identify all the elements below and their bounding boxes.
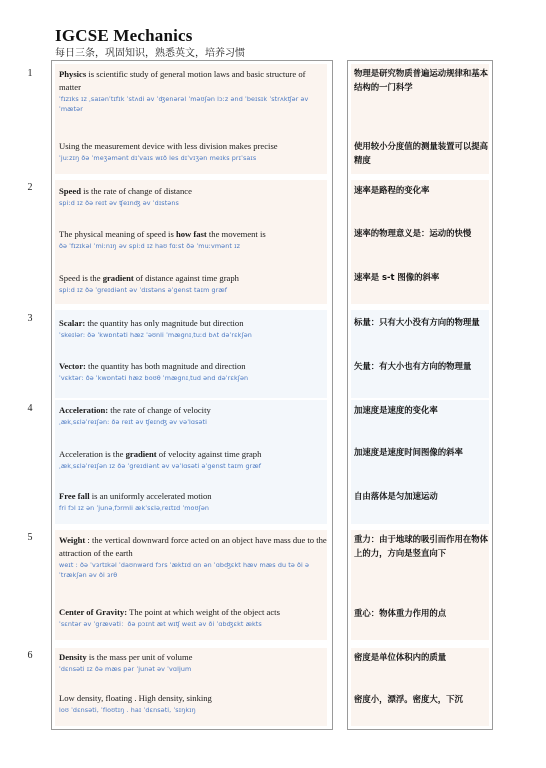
key-term: Density [59,652,87,662]
chinese-translation: 标量：只有大小没有方向的物理量 [354,317,480,327]
english-entry [59,490,327,513]
english-sentence: Center of Gravity: The point at which weight of the object acts [59,607,280,617]
english-entry [59,140,327,163]
english-sentence: The physical meaning of speed is how fast the movement is [59,229,266,239]
phonetic-transcription: spiːd ɪz ðə reɪt əv ʧeɪnʤ əv ˈdɪstəns [59,199,179,207]
english-sentence: Free fall is an uniformly accelerated motion [59,491,212,501]
chinese-translation: 速率的物理意义是：运动的快慢 [354,228,472,238]
english-sentence: Weight : the vertical downward force acted on an object have mass due to the attraction of the earth [59,535,327,558]
phonetic-transcription: ˈvɛktər: ðə ˈkwɒntəti hæz boʊθ ˈmægnɪˌtud ənd dəˈrɛkʃən [59,374,249,382]
key-term: how fast [175,229,207,239]
phonetic-transcription: loʊ ˈdɛnsəti, ˈfloʊtɪŋ . haɪ ˈdɛnsəti, ˈsɪŋkɪŋ [59,706,196,714]
english-sentence: Density is the mass per unit of volume [59,652,193,662]
phonetic-transcription: ˌækˌsɛləˈreɪʃən: ðə reɪt əv ʧeɪnʤ əv vəˈlɑsəti [59,418,208,426]
phonetic-transcription: ˈjuːzɪŋ ðə ˈmeʒəmənt dɪˈvaɪs wɪð les dɪˈvɪʒən meɪks prɪˈsaɪs [59,154,257,162]
english-sentence: Speed is the gradient of distance against time graph [59,273,239,283]
english-sentence: Acceleration is the gradient of velocity against time graph [59,449,262,459]
english-entry [59,317,327,340]
key-term: Scalar: [59,318,86,328]
english-entry [59,606,327,629]
key-term: Speed [59,186,81,196]
phonetic-transcription: ˈfɪzɪks ɪz ˌsaɪənˈtɪfɪk ˈstʌdi əv ˈʤenərəl ˈməʊʃən lɔːz ənd ˈbeɪsɪk ˈstrʌkʧər əv ˈmætər [59,95,309,113]
english-sentence: Vector: the quantity has both magnitude and direction [59,361,246,371]
chinese-translation: 自由落体是匀加速运动 [354,491,438,501]
phonetic-transcription: spiːd ɪz ðə ˈgreɪdiənt əv ˈdɪstəns əˈgenst taɪm græf [59,286,228,294]
phonetic-transcription: ðə ˈfɪzɪkəl ˈmiːnɪŋ əv spiːd ɪz haʊ fɑːst ðə ˈmuːvmənt ɪz [59,242,241,250]
phonetic-transcription: ˈdɛnsəti ɪz ðə mæs pər ˈjunət əv ˈvɑljum [59,665,192,673]
chinese-translation: 密度小，漂浮。密度大，下沉 [354,694,463,704]
chinese-translation: 加速度是速度时间图像的斜率 [354,447,463,457]
english-entry [59,692,327,715]
key-term: Free fall [59,491,90,501]
english-entry [59,651,327,674]
phonetic-transcription: ˈskeɪlər: ðə ˈkwɒntəti hæz ˈəʊnli ˈmægnɪˌtuːd bʌt dəˈrɛkʃən [59,331,252,339]
english-entry [59,360,327,383]
english-entry [59,185,327,208]
section-number: 5 [27,532,33,543]
phonetic-transcription: ˌækˌsɛləˈreɪʃən ɪz ðə ˈgreɪdiənt əv vəˈlɑsəti əˈgenst taɪm græf [59,462,262,470]
chinese-translation: 物理是研究物质普遍运动规律和基本结构的一门科学 [354,68,488,92]
chinese-translation: 速率是路程的变化率 [354,185,430,195]
chinese-translation: 重力：由于地球的吸引而作用在物体上的力，方向是竖直向下 [354,534,488,558]
page-title: IGCSE Mechanics [55,26,193,45]
page-subtitle: 每日三条，巩固知识，熟悉英文，培养习惯 [55,44,245,61]
english-sentence: Physics is scientific study of general motion laws and basic structure of matter [59,69,306,92]
english-entry [59,68,327,114]
english-entry [59,404,327,427]
key-term: Vector: [59,361,86,371]
english-entry [59,448,327,471]
chinese-translation: 速率是 s-t 图像的斜率 [354,272,440,282]
phonetic-transcription: weɪt : ðə ˈvɜrtɪkəl ˈdaʊnwərd fɔrs ˈæktɪd ɑn ən ˈɑbʤɛkt hæv mæs du tə ði əˈtrækʃən əv ði ɜrθ [59,561,310,579]
section-number: 6 [27,650,33,661]
chinese-translation: 密度是单位体积内的质量 [354,652,447,662]
phonetic-transcription: ˈsɛntər əv ˈgrævəti：ðə pɔɪnt æt wɪʧ weɪt əv ði ˈɑbʤɛkt ækts [59,620,262,628]
section-number: 1 [27,68,33,79]
section-band-right [351,180,489,304]
section-number: 2 [27,182,33,193]
phonetic-transcription: fri fɔl ɪz ən ˈjunəˌfɔrmli ækˈsɛləˌreɪtɪd ˈmoʊʃən [59,504,210,512]
section-number: 3 [27,313,33,324]
key-term: Acceleration: [59,405,109,415]
chinese-translation: 加速度是速度的变化率 [354,405,438,415]
chinese-translation: 重心：物体重力作用的点 [354,608,447,618]
english-entry [59,228,327,251]
english-entry [59,272,327,295]
chinese-translation: 矢量：有大小也有方向的物理量 [354,361,472,371]
key-term: gradient [125,449,157,459]
key-term: Weight [59,535,86,545]
english-entry [59,534,327,580]
section-band-right [351,400,489,524]
chinese-translation: 使用较小分度值的测量装置可以提高精度 [354,141,488,165]
english-sentence: Low density, floating . High density, sinking [59,693,212,703]
key-term: Center of Gravity: [59,607,128,617]
key-term: gradient [102,273,134,283]
english-sentence: Acceleration: the rate of change of velocity [59,405,211,415]
english-sentence: Scalar: the quantity has only magnitude but direction [59,318,244,328]
english-sentence: Using the measurement device with less division makes precise [59,141,278,151]
key-term: Physics [59,69,87,79]
section-number: 4 [27,403,33,414]
english-sentence: Speed is the rate of change of distance [59,186,192,196]
